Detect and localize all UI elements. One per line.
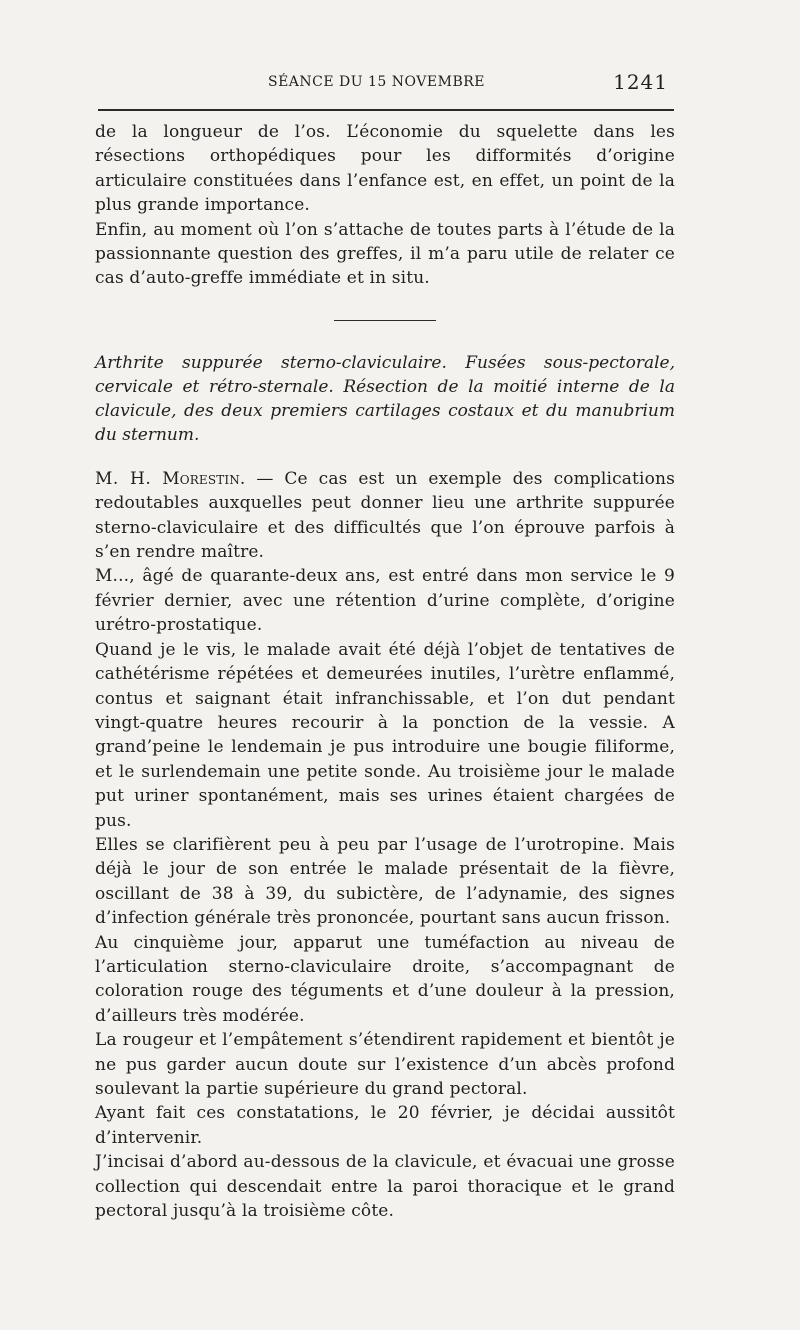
section-spacer	[95, 447, 675, 467]
paragraph-intro-2: Enfin, au moment où l’on s’attache de toutes parts à l’étude de la passionnante question des greffes, il m’a paru utile de relater ce cas d’auto-greffe immédiate et in situ.	[95, 219, 675, 289]
header-rule	[98, 109, 674, 111]
paragraph-7: J’incisai d’abord au-dessous de la clavicule, et évacuai une grosse collection qui descendait entre la paroi thoracique et le grand pectoral jusqu’à la troisième côte.	[95, 1152, 675, 1222]
speaker-name: Morestin.	[162, 468, 246, 489]
section-title: Arthrite suppurée sterno-claviculaire. Fusées sous-pectorale, cervicale et rétro-sternale. Résection de la moitié interne de la clavicule, des deux premiers cartilages costaux et du manubrium du sternum.	[95, 352, 675, 445]
paragraph-4: Au cinquième jour, apparut une tuméfaction au niveau de l’articulation sterno-claviculaire droite, s’accompagnant de coloration rouge des téguments et d’une douleur à la pression, d’ailleurs très modérée.	[95, 932, 675, 1026]
paragraph-1: M..., âgé de quarante-deux ans, est entré dans mon service le 9 février dernier, avec une rétention d’urine complète, d’origine urétro-prostatique.	[95, 566, 675, 636]
running-header	[96, 70, 676, 100]
speaker-prefix: M. H.	[95, 468, 152, 489]
header-title: SÉANCE DU 15 NOVEMBRE	[268, 74, 485, 90]
paragraph-3: Elles se clarifièrent peu à peu par l’usage de l’urotropine. Mais déjà le jour de son entrée le malade présentait de la fièvre, oscillant de 38 à 39, du subictère, de l’adynamie, des signes d’infection générale très prononcée, pourtant sans aucun frisson.	[95, 834, 675, 929]
paragraph-6: Ayant fait ces constatations, le 20 février, je décidai aussitôt d’intervenir.	[95, 1103, 675, 1148]
section-divider	[334, 320, 436, 321]
speaker-paragraph	[95, 467, 675, 565]
paragraph-5: La rougeur et l’empâtement s’étendirent rapidement et bientôt je ne pus garder aucun doute sur l’existence d’un abcès profond soulevant la partie supérieure du grand pectoral.	[95, 1030, 675, 1099]
page-number: 1241	[613, 70, 668, 94]
page-body	[95, 120, 675, 1223]
paragraph-2: Quand je le vis, le malade avait été déjà l’objet de tentatives de cathétérisme répétées et demeurées inutiles, l’urètre enflammé, contus et saignant était infranchissable, et l’on dut pendant vingt-quatre heures recourir à la ponction de la vessie. A grand’peine le lendemain je pus introduire une bougie filiforme, et le surlendemain une petite sonde. Au troisième jour le malade put uriner spontanément, mais ses urines étaient chargées de pus.	[95, 639, 675, 831]
paragraph-intro-1: de la longueur de l’os. L’économie du squelette dans les résections orthopédiques pour les difformités d’origine articulaire constituées dans l’enfance est, en effet, un point de la plus grande importance.	[95, 122, 675, 216]
speaker-text: — Ce cas est un exemple des complications redoutables auxquelles peut donner lieu une arthrite suppurée sterno-claviculaire et des difficultés que l’on éprouve parfois à s’en rendre maître.	[95, 468, 675, 563]
